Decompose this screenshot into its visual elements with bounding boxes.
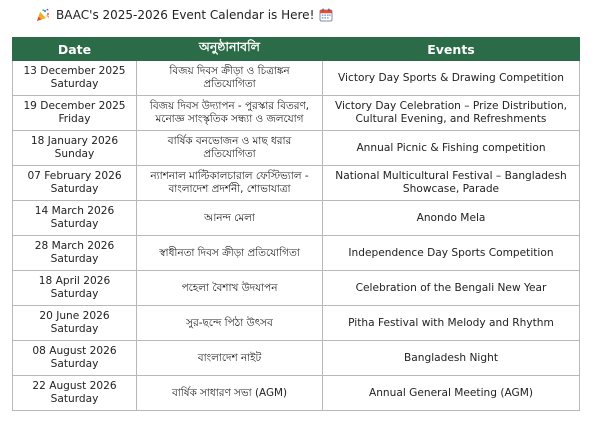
bangla-event-text: প্রতিযোগিতা — [203, 148, 256, 160]
event-weekday: Saturday — [50, 393, 99, 405]
party-popper-icon — [36, 8, 50, 22]
event-text: Celebration of the Bengali New Year — [355, 281, 547, 294]
column-header-date: Date — [13, 38, 137, 61]
table-row — [13, 96, 580, 131]
bangla-event-cell — [137, 376, 323, 411]
event-text: Victory Day Sports & Drawing Competition — [338, 71, 564, 84]
bangla-event-text: ন্যাশনাল মাল্টিকালচারাল ফেস্টিভ্যাল - — [150, 170, 309, 182]
table-row — [13, 166, 580, 201]
column-header-bangla-events: অনুষ্ঠানাবলি — [137, 38, 323, 61]
bangla-event-cell — [137, 271, 323, 306]
table-row — [13, 376, 580, 411]
event-text: Cultural Evening, and Refreshments — [355, 113, 547, 125]
date-cell — [13, 96, 137, 131]
event-weekday: Saturday — [50, 323, 99, 335]
event-date: 22 August 2026 — [32, 380, 117, 392]
page-title: BAAC's 2025-2026 Event Calendar is Here! — [56, 8, 315, 22]
table-row — [13, 131, 580, 166]
bangla-event-text: বার্ষিক সাধারণ সভা (AGM) — [171, 386, 288, 399]
event-weekday: Friday — [58, 113, 91, 125]
event-weekday: Saturday — [50, 253, 99, 265]
event-cell — [323, 131, 580, 166]
table-row — [13, 61, 580, 96]
table-row — [13, 271, 580, 306]
date-cell — [13, 376, 137, 411]
event-text: Showcase, Parade — [402, 183, 500, 195]
bangla-event-cell — [137, 236, 323, 271]
event-text: National Multicultural Festival – Bangladesh — [335, 170, 567, 182]
event-cell — [323, 61, 580, 96]
event-weekday: Saturday — [50, 218, 99, 230]
event-text: Annual Picnic & Fishing competition — [356, 141, 546, 154]
event-text: Bangladesh Night — [404, 351, 498, 364]
bangla-event-text: বিজয় দিবস ক্রীড়া ও চিত্রাঙ্কন — [169, 65, 290, 77]
bangla-event-text: আনন্দ মেলা — [204, 211, 255, 224]
event-date: 18 April 2026 — [38, 275, 111, 287]
event-cell — [323, 201, 580, 236]
event-weekday: Saturday — [50, 78, 99, 90]
event-text: Anondo Mela — [416, 211, 486, 224]
table-header-row — [13, 38, 580, 61]
bangla-event-cell — [137, 341, 323, 376]
event-date: 20 June 2026 — [39, 310, 110, 322]
event-date: 18 January 2026 — [30, 135, 119, 147]
event-cell — [323, 96, 580, 131]
bangla-event-text: বিজয় দিবস উদ্যাপন - পুরস্কার বিতরণ, — [149, 100, 310, 112]
date-cell — [13, 236, 137, 271]
event-text: Pitha Festival with Melody and Rhythm — [348, 316, 554, 329]
event-weekday: Saturday — [50, 288, 99, 300]
event-text: Independence Day Sports Competition — [348, 246, 554, 259]
bangla-event-text: বার্ষিক বনভোজন ও মাছ ধরার — [167, 135, 292, 147]
table-row — [13, 236, 580, 271]
date-cell — [13, 131, 137, 166]
date-cell — [13, 61, 137, 96]
bangla-event-cell — [137, 61, 323, 96]
date-cell — [13, 201, 137, 236]
event-weekday: Sunday — [54, 148, 95, 160]
event-date: 28 March 2026 — [34, 240, 115, 252]
column-header-events: Events — [323, 38, 580, 61]
table-row — [13, 306, 580, 341]
page-title-row — [36, 6, 333, 24]
date-cell — [13, 306, 137, 341]
event-date: 19 December 2025 — [23, 100, 126, 112]
event-weekday: Saturday — [50, 358, 99, 370]
event-cell — [323, 306, 580, 341]
event-cell — [323, 376, 580, 411]
bangla-event-text: বাংলাদেশ প্রদর্শনী, শোভাযাত্রা — [168, 183, 291, 195]
table-row — [13, 341, 580, 376]
event-text: Annual General Meeting (AGM) — [368, 386, 534, 399]
bangla-event-cell — [137, 201, 323, 236]
date-cell — [13, 341, 137, 376]
calendar-icon — [319, 8, 333, 22]
bangla-event-text: মনোজ্ঞ সাংস্কৃতিক সন্ধ্যা ও জলযোগ — [155, 113, 304, 125]
event-text: Victory Day Celebration – Prize Distribution, — [334, 100, 568, 112]
event-date: 08 August 2026 — [32, 345, 117, 357]
bangla-event-cell — [137, 96, 323, 131]
table-row — [13, 201, 580, 236]
event-cell — [323, 166, 580, 201]
bangla-event-cell — [137, 306, 323, 341]
bangla-event-text: স্বাধীনতা দিবস ক্রীড়া প্রতিযোগিতা — [159, 246, 300, 259]
event-cell — [323, 236, 580, 271]
event-cell — [323, 271, 580, 306]
event-date: 07 February 2026 — [27, 170, 122, 182]
event-calendar-table — [12, 37, 580, 411]
bangla-event-cell — [137, 131, 323, 166]
event-cell — [323, 341, 580, 376]
event-weekday: Saturday — [50, 183, 99, 195]
bangla-event-text: বাংলাদেশ নাইট — [197, 351, 262, 364]
event-date: 13 December 2025 — [23, 65, 126, 77]
date-cell — [13, 166, 137, 201]
bangla-event-text: প্রতিযোগিতা — [203, 78, 256, 90]
date-cell — [13, 271, 137, 306]
bangla-event-text: পহেলা বৈশাখ উদযাপন — [181, 281, 278, 294]
bangla-event-text: সুর-ছন্দে পিঠা উৎসব — [186, 316, 273, 329]
event-date: 14 March 2026 — [34, 205, 115, 217]
bangla-event-cell — [137, 166, 323, 201]
